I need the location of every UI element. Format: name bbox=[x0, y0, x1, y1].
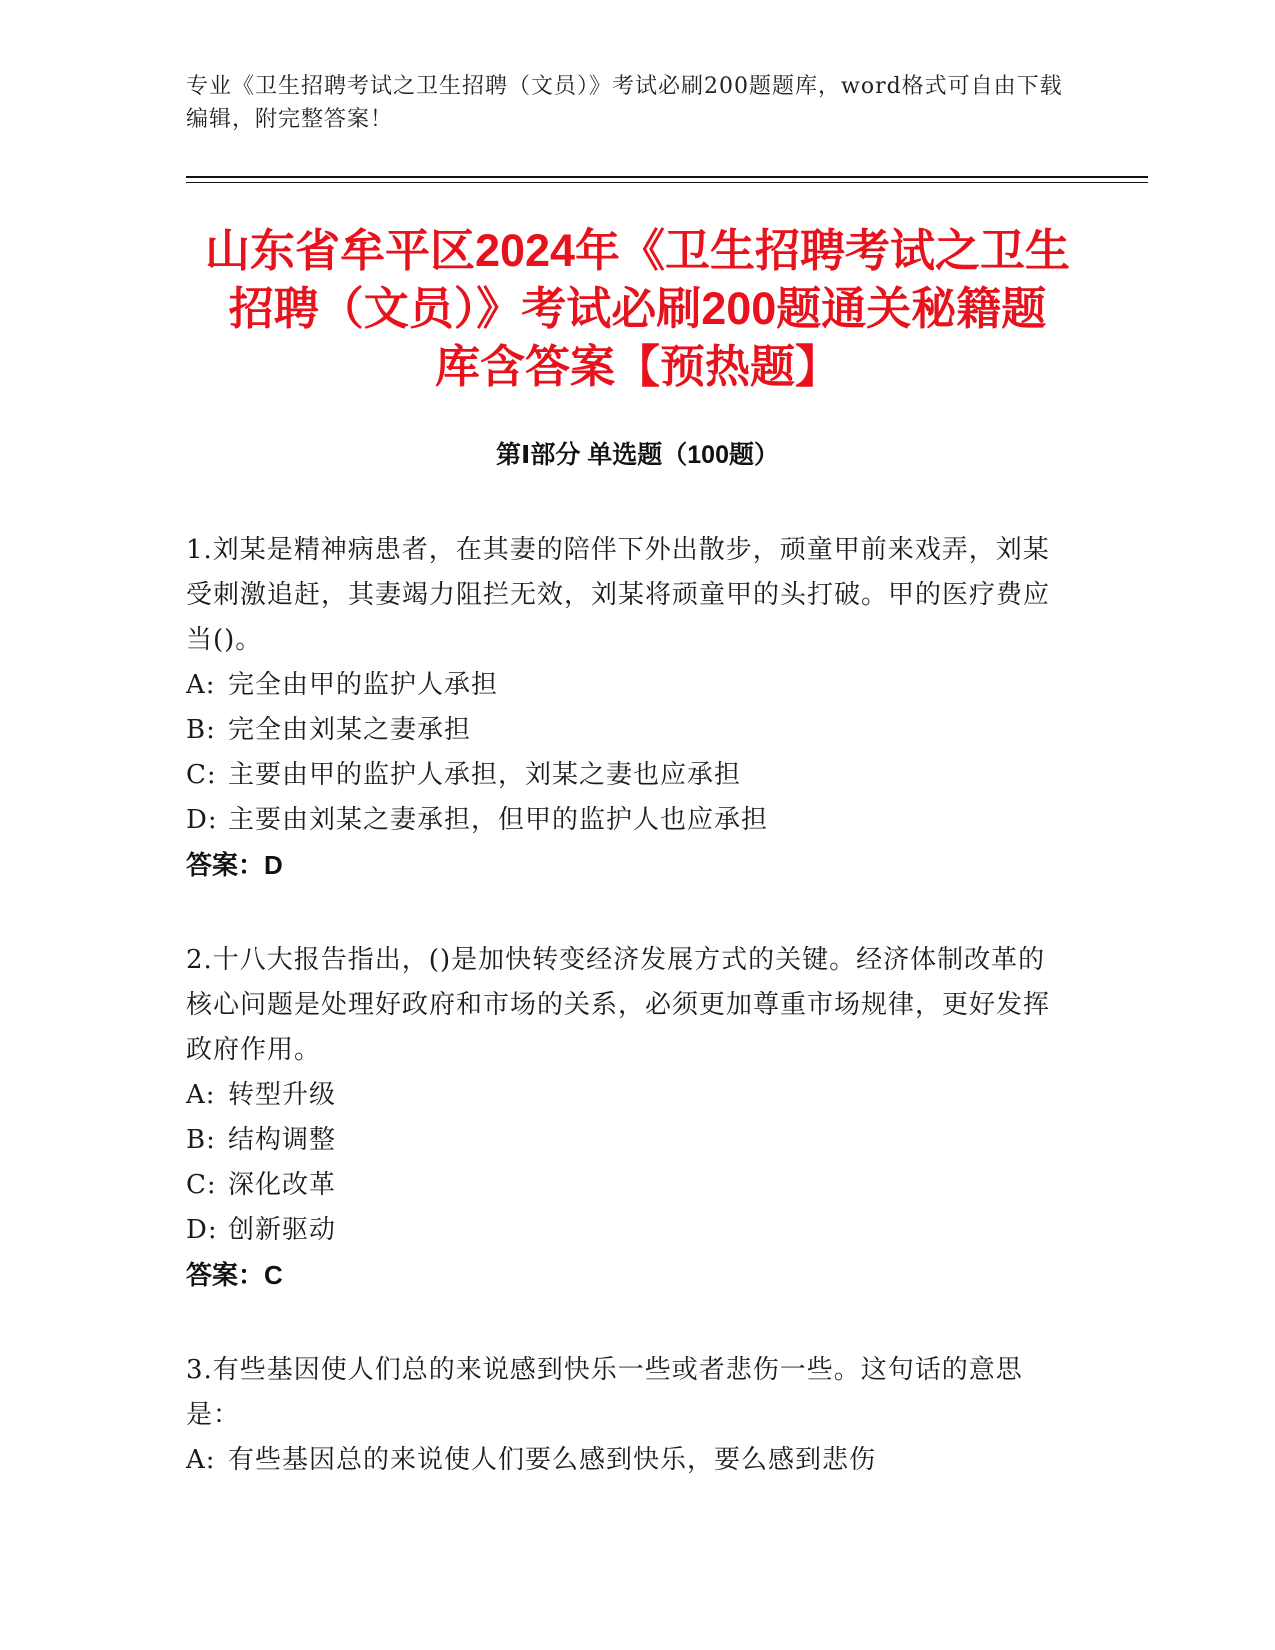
option-a bbox=[186, 1438, 1066, 1483]
section-title: 第Ⅰ部分 单选题（100题） bbox=[496, 441, 779, 469]
question-1 bbox=[186, 528, 1066, 888]
option-a bbox=[186, 1073, 1066, 1118]
title-line: 招聘（文员）》考试必刷200题通关秘籍题 bbox=[228, 283, 1047, 334]
option-key: B: bbox=[186, 1125, 216, 1155]
option-key: A: bbox=[186, 1445, 216, 1475]
option-key: D: bbox=[186, 1215, 218, 1245]
option-b bbox=[186, 1118, 1066, 1163]
answer: 答案：C bbox=[186, 1260, 283, 1290]
question-stem: 3.有些基因使人们总的来说感到快乐一些或者悲伤一些。这句话的意思是： bbox=[186, 1355, 1023, 1430]
question-3 bbox=[186, 1348, 1066, 1483]
option-d bbox=[186, 798, 1066, 843]
option-d bbox=[186, 1208, 1066, 1253]
answer: 答案：D bbox=[186, 850, 283, 880]
option-b bbox=[186, 708, 1066, 753]
title-line: 山东省牟平区2024年《卫生招聘考试之卫生 bbox=[204, 225, 1071, 276]
option-text: 转型升级 bbox=[228, 1080, 337, 1110]
option-c bbox=[186, 753, 1066, 798]
option-key: C: bbox=[186, 760, 217, 790]
question-2 bbox=[186, 938, 1066, 1298]
header-divider-thin bbox=[186, 182, 1148, 183]
option-key: B: bbox=[186, 715, 216, 745]
question-stem: 2.十八大报告指出，()是加快转变经济发展方式的关键。经济体制改革的核心问题是处理好政府和市场的关系，必须更加尊重市场规律，更好发挥政府作用。 bbox=[186, 945, 1051, 1065]
option-text: 创新驱动 bbox=[228, 1215, 337, 1245]
option-key: A: bbox=[186, 670, 216, 700]
option-text: 深化改革 bbox=[228, 1170, 337, 1200]
option-key: A: bbox=[186, 1080, 216, 1110]
option-text: 有些基因总的来说使人们要么感到快乐，要么感到悲伤 bbox=[228, 1445, 877, 1475]
title-line: 库含答案【预热题】 bbox=[434, 341, 840, 392]
option-text: 主要由甲的监护人承担，刘某之妻也应承担 bbox=[228, 760, 742, 790]
option-text: 完全由甲的监护人承担 bbox=[228, 670, 499, 700]
option-key: D: bbox=[186, 805, 218, 835]
option-text: 主要由刘某之妻承担，但甲的监护人也应承担 bbox=[228, 805, 769, 835]
option-key: C: bbox=[186, 1170, 217, 1200]
header-divider-thick bbox=[186, 176, 1148, 178]
option-text: 完全由刘某之妻承担 bbox=[228, 715, 472, 745]
document-title bbox=[150, 222, 1125, 396]
question-list bbox=[186, 528, 1066, 1533]
option-text: 结构调整 bbox=[228, 1125, 337, 1155]
header-note: 专业《卫生招聘考试之卫生招聘（文员）》考试必刷200题题库，word格式可自由下载编辑，附完整答案！ bbox=[186, 74, 1063, 132]
question-stem: 1.刘某是精神病患者，在其妻的陪伴下外出散步，顽童甲前来戏弄，刘某受刺激追赶，其妻竭力阻拦无效，刘某将顽童甲的头打破。甲的医疗费应当()。 bbox=[186, 535, 1051, 655]
option-a bbox=[186, 663, 1066, 708]
option-c bbox=[186, 1163, 1066, 1208]
